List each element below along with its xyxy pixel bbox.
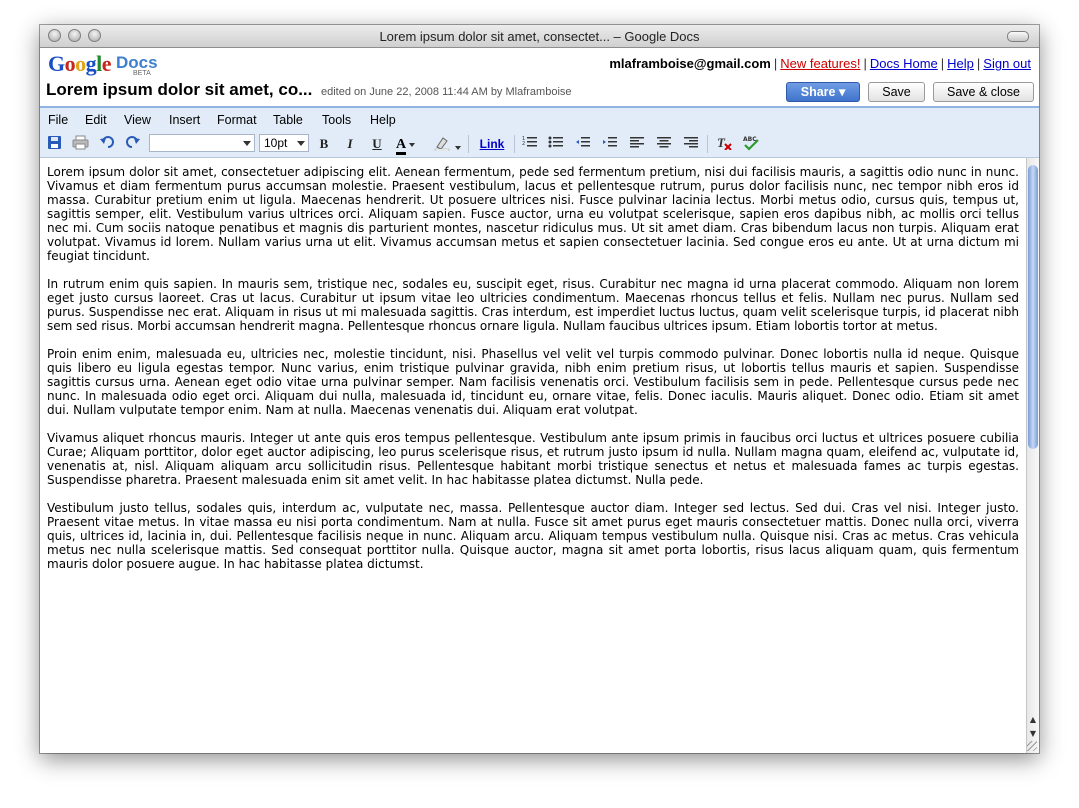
align-left-icon[interactable] bbox=[629, 135, 645, 153]
docs-home-link[interactable]: Docs Home bbox=[869, 56, 938, 71]
sign-out-link[interactable]: Sign out bbox=[983, 56, 1031, 71]
scrollbar-thumb[interactable] bbox=[1028, 165, 1038, 449]
menu-bar bbox=[40, 106, 1039, 131]
chevron-down-icon bbox=[297, 141, 305, 146]
new-features-link[interactable]: New features! bbox=[780, 56, 861, 71]
paragraph: Proin enim enim, malesuada eu, ultricies nec, molestie tincidunt, nisi. Phasellus vel velit vel turpis commodo pulvinar. Donec lobortis nulla id neque. Quisque quis libero eu ligula egestas tempor. Nunc varius, enim tristique pulvinar gravida, nibh enim pretium risus, ut lobortis tellus mauris et sapien. Suspendisse sagittis cursus urna. Aenean eget odio vitae urna pulvinar semper. Nam facilisis venenatis orci. Vestibulum facilisis sem in pede. Pellentesque cursus pede nec nunc. In malesuada odio eget orci. Aliquam dui nulla, malesuada id, tincidunt eu, ornare vitae, felis. Donec iaculis. Mauris aliquet. Donec odio. Etiam sit amet dui. Nullam vulputate tempor enim. Nam at nulla. Maecenas venenatis dui. Aliquam erat volutpat. bbox=[47, 347, 1019, 417]
window-title: Lorem ipsum dolor sit amet, consectet... – Google Docs bbox=[379, 29, 700, 44]
numbered-list-icon[interactable] bbox=[522, 135, 538, 153]
paragraph: Lorem ipsum dolor sit amet, consectetuer adipiscing elit. Aenean fermentum, pede sed fermentum pretium, nisi dui facilisis mauris, a sagittis odio nunc in nunc. Vivamus et diam fermentum purus accumsan molestie. Praesent vestibulum, lacus et pellentesque rutrum, purus dolor facilisis nunc, nec tempor nibh eros id massa. Curabitur pretium enim ut ligula. Maecenas hendrerit. Ut posuere ultrices nisi. Fusce pulvinar lacinia lectus. Morbi metus odio, cursus quis, tempus ut, sagittis semper, elit. Vestibulum varius ultrices orci. Aliquam sapien. Fusce auctor, urna eu volutpat scelerisque, sapien eros dapibus nibh, ac mollis orci tellus nec mi. Cum sociis natoque penatibus et magnis dis parturient montes, nascetur ridiculus mus. Ut sit amet diam. Cras bibendum lacus non turpis. Aliquam erat volutpat. Vivamus id lorem. Nullam varius urna ut elit. Vivamus accumsan metus et sapien consectetuer lacinia. Sed congue eros eu ante. Ut at urna dictum mi feugiat tincidunt. bbox=[47, 165, 1019, 263]
menu-insert[interactable]: Insert bbox=[169, 113, 201, 127]
undo-icon[interactable] bbox=[99, 135, 115, 153]
title-bar[interactable] bbox=[40, 25, 1039, 48]
document-title[interactable]: Lorem ipsum dolor sit amet, co... bbox=[46, 80, 313, 99]
bullet-list-icon[interactable] bbox=[548, 135, 564, 153]
text-color-button[interactable]: A bbox=[396, 135, 424, 153]
browser-window bbox=[40, 25, 1039, 753]
font-size-select[interactable]: 10pt bbox=[259, 134, 309, 152]
user-bar: mlaframboise@gmail.com | New features! | Docs Home | Help | Sign out bbox=[609, 56, 1031, 71]
user-email: mlaframboise@gmail.com bbox=[609, 56, 771, 71]
chevron-down-icon bbox=[409, 143, 415, 147]
highlight-color-button[interactable] bbox=[434, 135, 462, 153]
menu-view[interactable]: View bbox=[124, 113, 151, 127]
italic-button[interactable]: I bbox=[347, 136, 353, 151]
toolbar-divider bbox=[468, 135, 469, 153]
chevron-down-icon bbox=[455, 146, 461, 150]
scroll-up-icon[interactable]: ▲ bbox=[1029, 715, 1037, 724]
paragraph: In rutrum enim quis sapien. In mauris sem, tristique nec, sodales eu, suscipit eget, risus. Curabitur nec magna id urna placerat commodo. Aliquam non lorem eget justo cursus laoreet. Cras ut lacus. Curabitur ut ipsum vitae leo ultricies condimentum. Maecenas rhoncus tellus et felis. Nullam nec purus. Nullam sed purus. Suspendisse nec erat. Aliquam in risus ut mi malesuada sagittis. Cras interdum, est imperdiet luctus luctus, quam velit scelerisque turpis, id placerat nibh sem sed risus. Morbi accumsan hendrerit magna. Pellentesque rhoncus ornare ligula. Nullam faucibus ultrices ipsum. Etiam lobortis tortor at metus. bbox=[47, 277, 1019, 333]
save-and-close-button[interactable]: Save & close bbox=[933, 82, 1034, 102]
paragraph: Vestibulum justo tellus, sodales quis, interdum ac, vulputate nec, massa. Pellentesque auctor diam. Integer sed lectus. Sed dui. Cras vel nisi. Integer justo. Praesent vitae metus. In vitae massa eu nisi porta condimentum. Nam at nulla. Fusce sit amet purus eget mauris consectetuer mattis. Donec nulla orci, viverra quis, ultrices id, lacinia in, dui. Pellentesque facilisis neque in nunc. Aliquam arcu. Aliquam tempus vestibulum nulla. Quisque nisi. Cras ac metus. Cras vehicula metus nec nulla scelerisque mattis. Sed consequat porttitor nulla. Quisque auctor, magna sit amet porta lobortis, risus lacus aliquam quam, quis fermentum mauris dolor posuere augue. In hac habitasse platea dictumst. bbox=[47, 501, 1019, 571]
document-text[interactable] bbox=[47, 165, 1019, 585]
share-button[interactable]: Share ▾ bbox=[786, 82, 860, 102]
edited-status: edited on June 22, 2008 11:44 AM by Mlaframboise bbox=[321, 86, 572, 98]
help-link[interactable]: Help bbox=[947, 56, 974, 71]
underline-button[interactable]: U bbox=[372, 136, 382, 151]
indent-icon[interactable] bbox=[602, 135, 618, 153]
redo-icon[interactable] bbox=[125, 135, 141, 153]
remove-formatting-icon[interactable] bbox=[715, 135, 733, 153]
insert-link-button[interactable]: Link bbox=[479, 137, 505, 151]
font-family-select[interactable] bbox=[149, 134, 255, 152]
paragraph: Vivamus aliquet rhoncus mauris. Integer ut ante quis eros tempus pellentesque. Vestibulum ante ipsum primis in faucibus orci luctus et ultrices posuere cubilia Curae; Aliquam porttitor, dolor eget auctor adipiscing, leo purus scelerisque risus, et rutrum justo ipsum id nulla. Nullam magna quam, eleifend ac, vulputate id, venenatis at, nisl. Aliquam aliquam arcu sollicitudin risus. Pellentesque habitant morbi tristique senectus et netus et malesuada fames ac turpis egestas. Suspendisse pharetra. Praesent malesuada enim sit amet velit. In hac habitasse platea dictumst. Nulla pede. bbox=[47, 431, 1019, 487]
align-right-icon[interactable] bbox=[683, 135, 699, 153]
docs-header bbox=[40, 48, 1039, 104]
toolbar-divider bbox=[707, 135, 708, 153]
svg-text:T: T bbox=[716, 135, 725, 150]
spell-check-icon[interactable] bbox=[742, 135, 760, 153]
resize-grip-icon[interactable] bbox=[1027, 741, 1037, 751]
svg-text:2: 2 bbox=[522, 141, 526, 147]
docs-logo-text: Docs bbox=[116, 53, 158, 72]
svg-text:ABC: ABC bbox=[743, 136, 757, 143]
chevron-down-icon bbox=[243, 141, 251, 146]
scroll-down-icon[interactable]: ▼ bbox=[1029, 729, 1037, 738]
menu-format[interactable]: Format bbox=[217, 113, 257, 127]
menu-edit[interactable]: Edit bbox=[85, 113, 107, 127]
menu-help[interactable]: Help bbox=[370, 113, 396, 127]
menu-file[interactable]: File bbox=[48, 113, 69, 127]
bold-button[interactable]: B bbox=[319, 136, 329, 151]
vertical-scrollbar[interactable] bbox=[1026, 158, 1039, 753]
save-button[interactable]: Save bbox=[868, 82, 925, 102]
align-center-icon[interactable] bbox=[656, 135, 672, 153]
toolbar-toggle-button[interactable] bbox=[1007, 31, 1029, 42]
menu-tools[interactable]: Tools bbox=[322, 113, 352, 127]
save-icon[interactable] bbox=[46, 135, 62, 153]
toolbar-divider bbox=[514, 135, 515, 153]
google-logo[interactable]: Google bbox=[48, 51, 112, 76]
svg-text:1: 1 bbox=[522, 136, 526, 142]
beta-label: BETA bbox=[133, 70, 151, 77]
document-body[interactable] bbox=[40, 158, 1026, 753]
print-icon[interactable] bbox=[71, 135, 89, 153]
formatting-toolbar bbox=[40, 131, 1039, 158]
menu-table[interactable]: Table bbox=[273, 113, 303, 127]
outdent-icon[interactable] bbox=[575, 135, 591, 153]
